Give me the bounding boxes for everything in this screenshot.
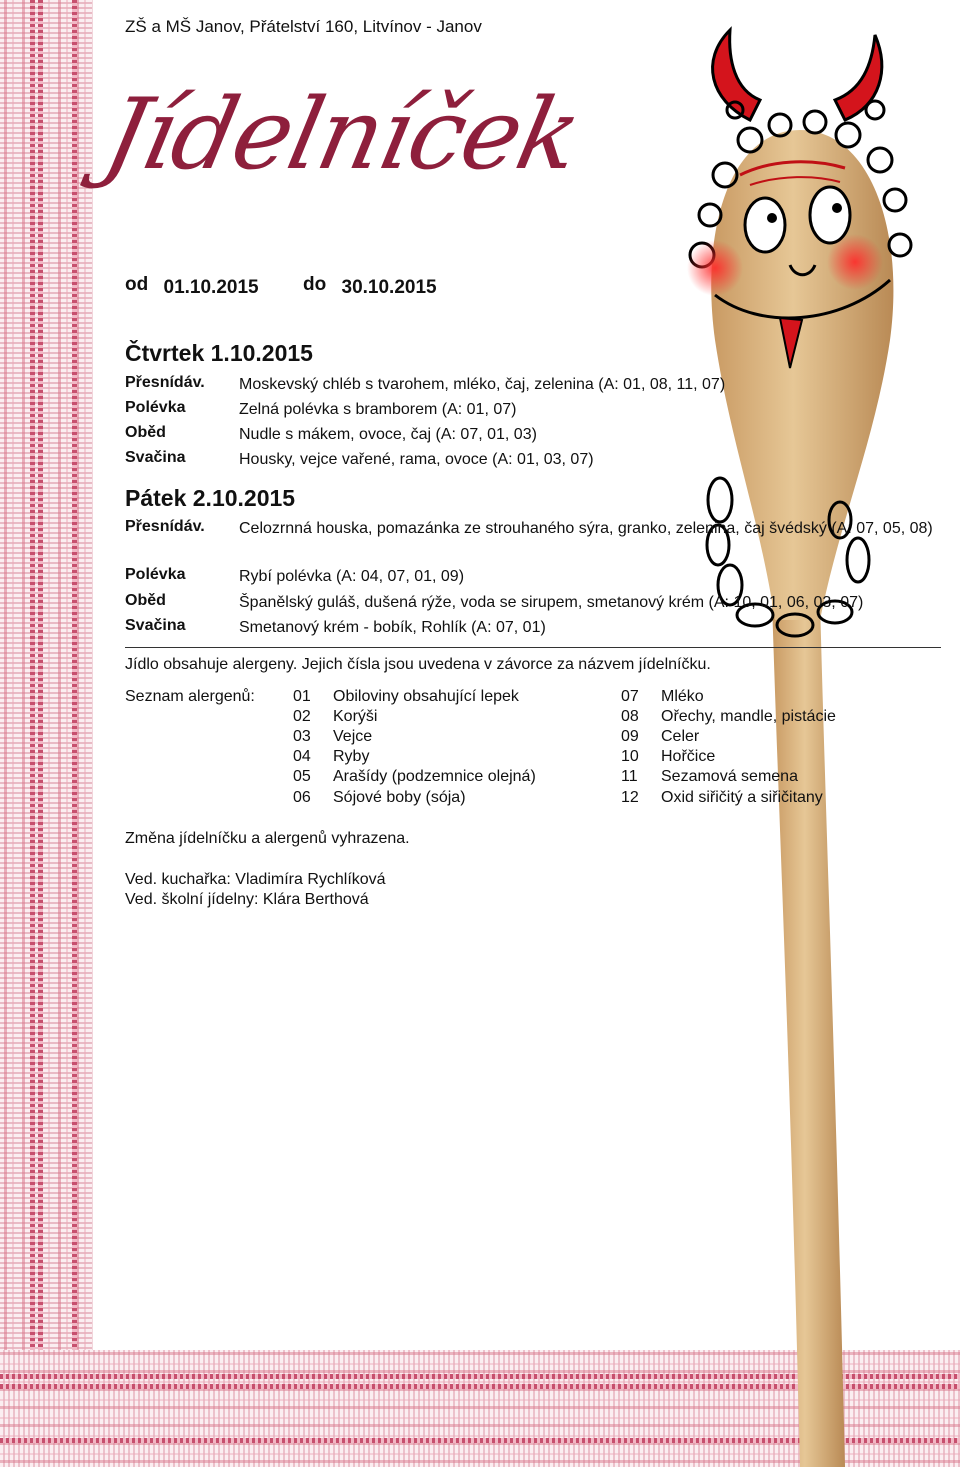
allergen-name: Mléko — [661, 688, 704, 705]
allergen-number: 06 — [293, 789, 311, 806]
meal-label: Polévka — [125, 566, 186, 583]
allergen-number: 03 — [293, 728, 311, 745]
page-title: Jídelníček — [95, 78, 589, 192]
allergen-name: Korýši — [333, 708, 378, 725]
allergen-number: 04 — [293, 748, 311, 765]
meal-text: Housky, vejce vařené, rama, ovoce (A: 01, 03, 07) — [239, 451, 594, 468]
period-from-label: od — [125, 274, 149, 295]
allergen-name: Sójové boby (sója) — [333, 789, 466, 806]
allergen-name: Arašídy (podzemnice olejná) — [333, 768, 536, 785]
allergen-number: 11 — [621, 768, 638, 785]
allergen-number: 09 — [621, 728, 639, 745]
allergen-name: Ryby — [333, 748, 370, 765]
period-to-label: do — [303, 274, 327, 295]
meal-text: Smetanový krém - bobík, Rohlík (A: 07, 01) — [239, 619, 546, 636]
meal-text: Zelná polévka s bramborem (A: 01, 07) — [239, 401, 517, 418]
meal-label: Polévka — [125, 399, 186, 416]
allergens-label: Seznam alergenů: — [125, 688, 255, 705]
meal-text: Nudle s mákem, ovoce, čaj (A: 07, 01, 03) — [239, 426, 537, 443]
allergen-name: Oxid siřičitý a siřičitany — [661, 789, 823, 806]
period-from-date: 01.10.2015 — [163, 277, 259, 298]
allergen-name: Hořčice — [661, 748, 716, 765]
day-title: Pátek 2.10.2015 — [125, 485, 296, 511]
meal-text: Celozrnná houska, pomazánka ze strouhaného sýra, granko, zelenina, čaj švédský (A: 07, 05, 08) — [239, 520, 933, 537]
cloth-stripe — [72, 0, 77, 1467]
meal-label: Oběd — [125, 592, 166, 609]
school-header: ZŠ a MŠ Janov, Přátelství 160, Litvínov - Janov — [125, 17, 482, 36]
allergen-number: 10 — [621, 748, 639, 765]
meal-label: Svačina — [125, 449, 186, 466]
allergen-name: Ořechy, mandle, pistácie — [661, 708, 836, 725]
period-to — [303, 274, 437, 299]
allergen-number: 12 — [621, 789, 639, 806]
meal-text: Moskevský chléb s tvarohem, mléko, čaj, zelenina (A: 01, 08, 11, 07) — [239, 376, 726, 393]
allergen-name: Celer — [661, 728, 700, 745]
meal-text: Španělský guláš, dušená rýže, voda se sirupem, smetanový krém (A: 10, 01, 06, 03, 07) — [239, 594, 864, 611]
allergen-number: 07 — [621, 688, 639, 705]
meal-label: Oběd — [125, 424, 166, 441]
period-to-date: 30.10.2015 — [341, 277, 437, 298]
period-from — [125, 274, 259, 299]
allergen-name: Sezamová semena — [661, 768, 798, 785]
cook-name: Ved. kuchařka: Vladimíra Rychlíková — [125, 871, 386, 888]
tablecloth-left-border — [0, 0, 93, 1467]
allergen-number: 05 — [293, 768, 311, 785]
allergen-name: Vejce — [333, 728, 373, 745]
meal-label: Svačina — [125, 617, 186, 634]
allergen-number: 01 — [293, 688, 311, 705]
meal-label: Přesnídáv. — [125, 518, 205, 535]
cloth-stripe — [30, 0, 35, 1467]
allergen-number: 02 — [293, 708, 311, 725]
day-title: Čtvrtek 1.10.2015 — [125, 340, 313, 366]
canteen-manager-name: Ved. školní jídelny: Klára Berthová — [125, 891, 369, 908]
meal-label: Přesnídáv. — [125, 374, 205, 391]
allergen-name: Obiloviny obsahující lepek — [333, 688, 519, 705]
change-note: Změna jídelníčku a alergenů vyhrazena. — [125, 830, 410, 847]
cloth-stripe — [38, 0, 43, 1467]
divider — [125, 647, 941, 648]
meal-text: Rybí polévka (A: 04, 07, 01, 09) — [239, 568, 465, 585]
allergen-note: Jídlo obsahuje alergeny. Jejich čísla jsou uvedena v závorce za názvem jídelníčku. — [125, 656, 711, 673]
allergen-number: 08 — [621, 708, 639, 725]
